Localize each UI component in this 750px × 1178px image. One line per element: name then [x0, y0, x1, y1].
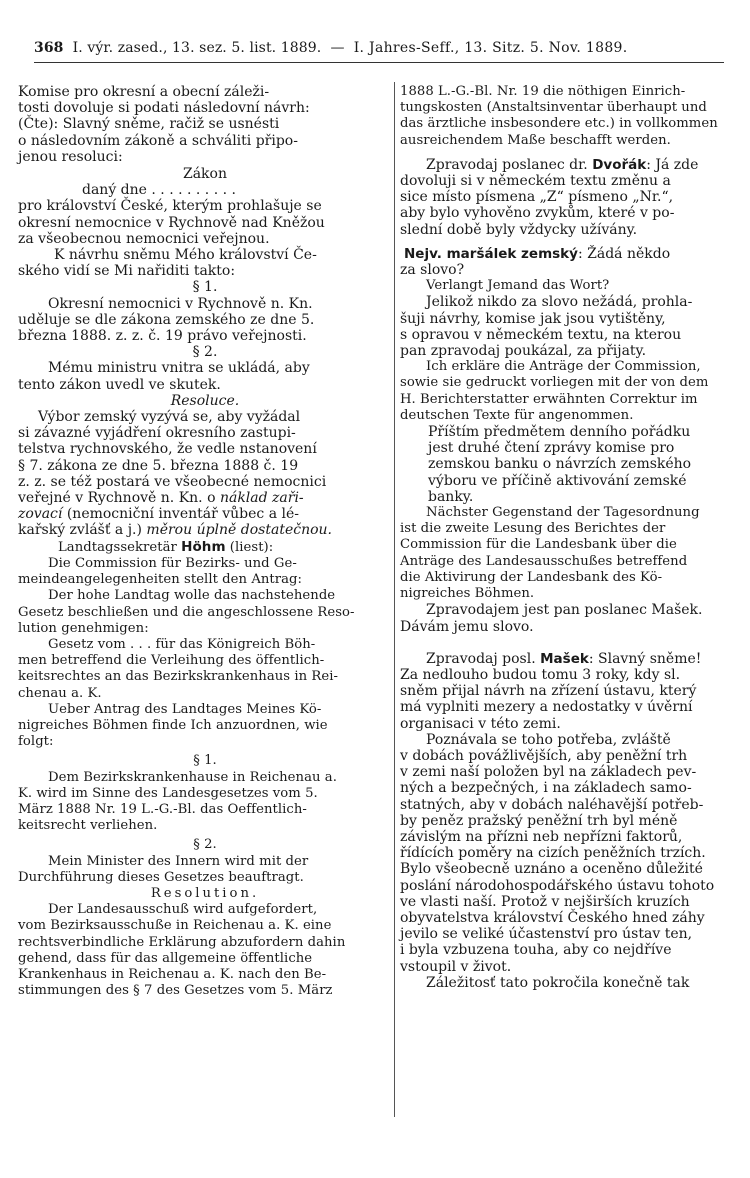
secretary-title: Landtagssekretär — [58, 539, 182, 555]
marshal-question-text: : Žádá někdo za slovo? — [400, 245, 671, 279]
german-motion: Die Commission für Bezirks- und Ge- meindeangelegenheiten stellt den Antrag: — [18, 555, 303, 588]
secretary-name: Höhm — [181, 538, 226, 555]
resolution-heading: Resoluce. — [170, 392, 240, 409]
next-agenda-item: Příštím předmětem denního pořádku jest druhé čtení zprávy komise pro zemskou banku o návrzích zemského výboru ve příčině aktivování zemské banky. — [428, 424, 692, 505]
session-info: I. výr. zased., 13. sez. 5. list. 1889. — [72, 40, 322, 56]
column-divider — [394, 82, 395, 1117]
german-section-1-heading: § 1. — [193, 753, 217, 769]
secretary-reads — [18, 539, 392, 556]
german-section-1-text: Dem Bezirkskrankenhause in Reichenau a. K. wird im Sinne des Landesgesetzes vom 5. März 1888 Nr. 19 L.-G.-Bl. das Oeffentlich- keitsrecht verliehen. — [18, 769, 337, 834]
rapporteur-title: Zpravodaj poslanec dr. — [426, 156, 593, 173]
resolution-text-b: náklad zaři- zovací — [18, 490, 304, 523]
german-resolution-text: Der Landesausschuß wird aufgefordert, vom Bezirksausschuße in Reichenau a. K. eine rechtsverbindliche Erklärung abzufordern dahin gehend, dass für das allgemeine öffentliche Krankenhaus in Reichenau a. K. nach den Be- stimmungen des § 7 des Gesetzes vom 5. März — [18, 902, 346, 999]
masek-speech-body: Poznávala se toho potřeba, zvláště v dobách povážlivějších, aby peněžní trh v zemi naší položen byl na základech pev- ných a bezpečných, i na základech samo- statných, aby v dobách naléhavější potřeb- by peněz pražský peněžní trh byl méně závislým na přízni neb nepřízni faktorů, řídících poměry na cizích peněžních trzích. Bylo všeobecně uznáno a oceněno důležité poslání národohospodářského ústavu tohoto ve vlasti naší. Protož v nejširších kruzích obyvatelstva království Českého hned záhy jevilo se veliké účastenství pro ústav ten, i byla vzbuzena touha, aby co nejdříve vstoupil v život. — [400, 731, 715, 975]
page-number: 368 — [34, 40, 64, 56]
next-agenda-item-german: Nächster Gegenstand der Tagesordnung ist die zweite Lesung des Berichtes der Commission für die Landesbank über die Anträge des Landesausschußes betreffend die Aktivirung der Landesbank des Kö- nigreiches Böhmen. — [400, 505, 700, 602]
commission-motion: Komise pro okresní a obecní záleži- tosti dovoluje si podati následovní návrh: (Čte): Slavný sněme, račiž se usnésti o následovním zákoně a schváliti připo- jenou resoluci: — [18, 84, 310, 165]
section-1-text: Okresní nemocnici v Rychnově n. Kn. uděluje se dle zákona zemského ze dne 5. března 1888. z. z. č. 19 právo veřejnosti. — [18, 295, 315, 345]
rapporteur-statement: : Já zde dovoluji si v německém textu změnu a sice místo písmena „Z“ písmeno „Nr.“, aby bylo vyhověno zvykům, které v po- slední době byly vždycky užívány. — [400, 156, 699, 238]
right-column — [400, 84, 722, 991]
marshal-question — [400, 246, 722, 278]
motions-adopted: Jelikož nikdo za slovo nežádá, prohla- šuji návrhy, komise jak jsou vytištěny, s opravou v německém textu, na kterou pan zpravodaj poukázal, za přijaty. — [400, 294, 693, 360]
rapporteur-announcement: Zpravodajem jest pan poslanec Mašek. Dávám jemu slovo. — [400, 602, 703, 635]
rapporteur-name: Dvořák — [592, 156, 647, 173]
resolution-text — [18, 409, 392, 539]
german-proposal: Der hohe Landtag wolle das nachstehende Gesetz beschließen und die angeschlossene Reso- lution genehmigen: — [18, 588, 355, 636]
section-2-text: Mému ministru vnitra se ukládá, aby tento zákon uvedl ve skutek. — [18, 360, 310, 393]
header-dash: — — [330, 40, 345, 56]
masek-title: Zpravodaj posl. — [426, 650, 541, 667]
resolution-text-a: Výbor zemský vyzývá se, aby vyžádal si závazné vyjádření okresního zastupi- telstva rychnovského, že vedle nstanovení § 7. zákona ze dne 5. března 1888 č. 19 z. z. se též postará ve všeobecné nemocnici veřejné v Rychnově n. Kn. o — [18, 409, 327, 507]
german-preamble: Ueber Antrag des Landtages Meines Kö- nigreiches Böhmen finde Ich anzuordnen, wie folgt: — [18, 701, 328, 750]
session-info-german: I. Jahres-Seff., 13. Sitz. 5. Nov. 1889. — [353, 40, 628, 56]
law-heading: Zákon — [182, 166, 227, 183]
resolution-text-d: měrou úplně dostatečnou. — [146, 522, 332, 539]
left-column — [18, 84, 392, 999]
law-date: daný dne . . . . . . . . . . — [82, 182, 236, 199]
law-preamble: K návrhu sněmu Mého království Če- ského vidí se Mi nařiditi takto: — [18, 247, 317, 280]
rapporteur-dvorak-remark — [400, 157, 722, 238]
german-law-title: Gesetz vom . . . für das Königreich Böh- men betreffend die Verleihung des öffentlich- keitsrechtes an das Bezirkskrankenhaus in Rei- chenau a. K. — [18, 636, 339, 701]
marshal-question-german: Verlangt Jemand das Wort? — [426, 278, 610, 294]
header-rule — [34, 62, 724, 63]
law-title: pro království České, kterým prohlašuje se okresní nemocnice v Rychnově nad Kněžou za všeobecnou nemocnici veřejnou. — [18, 198, 325, 247]
german-resolution-heading: Resolution. — [150, 885, 260, 901]
masek-speech-last-line: Záležitosť tato pokročila konečně tak — [426, 974, 690, 991]
secretary-suffix: (liest): — [225, 539, 274, 555]
section-1-heading: § 1. — [192, 279, 218, 296]
german-section-2-text: Mein Minister des Innern wird mit der Durchführung dieses Gesetzes beauftragt. — [18, 853, 309, 885]
resolution-text-c: (nemocniční inventář vůbec a lé- kařský zvlášť a j.) — [18, 506, 300, 539]
section-2-heading: § 2. — [192, 344, 218, 361]
masek-speech-text: : Slavný sněme! Za nedlouho budou tomu 3 roky, kdy sl. sněm přijal návrh na zřízení ústavu, který má vyplniti mezery a nedostatky v úvěrní organisaci v této zemi. — [400, 650, 702, 732]
marshal-title: Nejv. maršálek zemský — [404, 245, 578, 262]
motions-adopted-german: Ich erkläre die Anträge der Commission, sowie sie gedruckt vorliegen mit der von dem H. Berichterstatter erwähnten Correktur im deutschen Texte für angenommen. — [400, 359, 709, 423]
german-resolution-continued: 1888 L.-G.-Bl. Nr. 19 die nöthigen Einrich- tungskosten (Anstaltsinventar überhaupt und das ärztliche insbesondere etc.) in vollkommen ausreichendem Maße beschafft werden. — [400, 84, 718, 148]
masek-name: Mašek — [540, 650, 589, 667]
german-section-2-heading: § 2. — [193, 837, 217, 853]
running-header — [34, 40, 724, 56]
masek-speech-opening — [400, 651, 722, 732]
